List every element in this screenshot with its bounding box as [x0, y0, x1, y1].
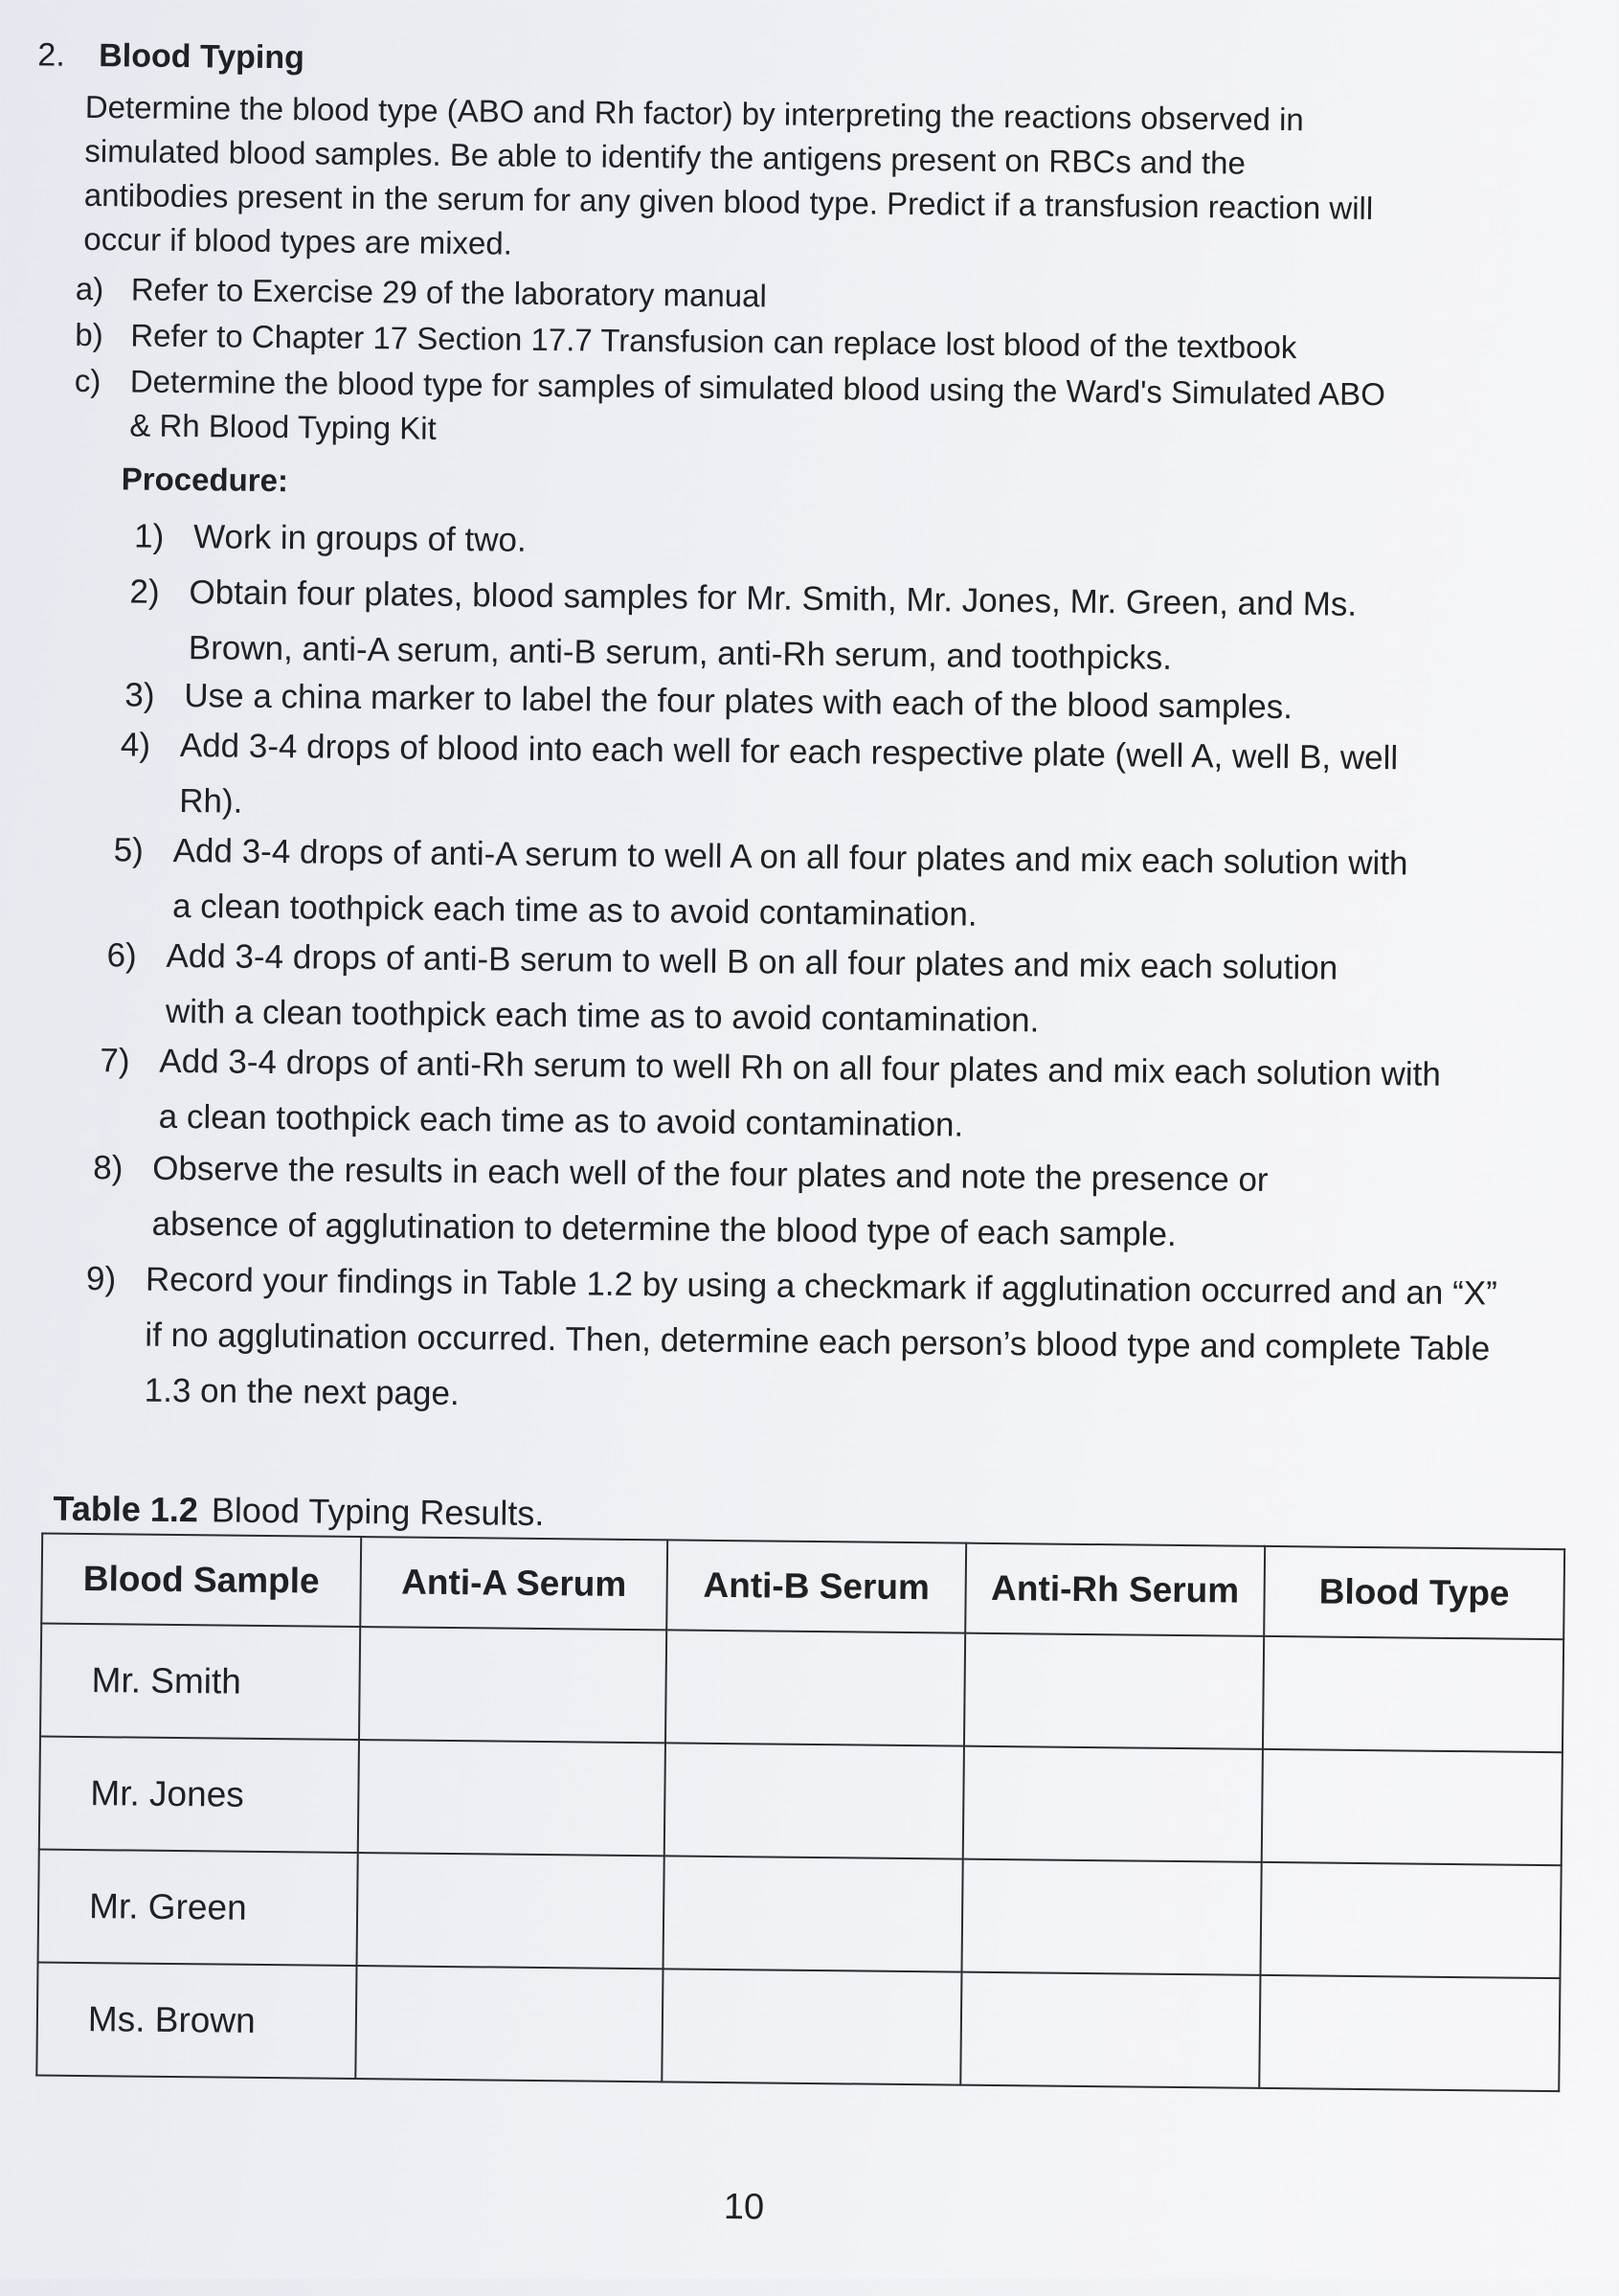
table-caption: [53, 1489, 544, 1534]
procedure-step: [92, 1140, 1472, 1266]
blood-type-cell[interactable]: [1260, 1862, 1561, 1978]
subitem-text: Refer to Chapter 17 Section 17.7 Transfusion can replace lost blood of the textbook: [130, 317, 1297, 366]
anti-a-cell[interactable]: [357, 1853, 664, 1969]
table-row: [39, 1737, 1563, 1866]
step-text: Add 3-4 drops of anti-B serum to well B on all four plates and mix each solution with a clean toothpick each time as to avoid contamination.: [165, 936, 1338, 1040]
subitem-label: c): [74, 362, 101, 399]
procedure-title: Procedure:: [121, 461, 289, 499]
step-text: Add 3-4 drops of blood into each well for each respective plate (well A, well B, well Rh).: [179, 727, 1399, 821]
subitem-text: Determine the blood type for samples of simulated blood using the Ward's Simulated ABO & Rh Blood Typing Kit: [129, 363, 1386, 446]
step-number: 9): [85, 1260, 117, 1298]
step-number: 6): [106, 936, 137, 975]
column-header: Blood Type: [1264, 1546, 1564, 1639]
column-header: Anti-Rh Serum: [965, 1543, 1265, 1636]
table-row: [38, 1850, 1562, 1979]
sample-name-cell: Mr. Green: [38, 1850, 358, 1966]
anti-b-cell[interactable]: [664, 1743, 964, 1858]
anti-a-cell[interactable]: [355, 1966, 663, 2082]
blood-typing-results-table: [35, 1533, 1565, 2093]
table-row: [36, 1963, 1560, 2092]
step-text: Add 3-4 drops of anti-A serum to well A on all four plates and mix each solution with a clean toothpick each time as to avoid contamination.: [171, 831, 1408, 934]
anti-b-cell[interactable]: [662, 1969, 961, 2084]
step-text: Obtain four plates, blood samples for Mr. Smith, Mr. Jones, Mr. Green, and Ms. Brown, anti-A serum, anti-B serum, anti-Rh serum, and toothpicks.: [188, 574, 1358, 677]
step-text: Work in groups of two.: [192, 518, 527, 559]
column-header: Blood Sample: [41, 1534, 361, 1627]
section-title: Blood Typing: [99, 37, 305, 77]
table-caption-text: Blood Typing Results.: [211, 1490, 545, 1534]
step-text: Observe the results in each well of the four plates and note the presence or absence of agglutination to determine the blood type of each sample.: [151, 1149, 1269, 1253]
procedure-step: [84, 1251, 1497, 1432]
step-number: 4): [120, 726, 151, 764]
anti-b-cell[interactable]: [665, 1630, 965, 1745]
table-header-row: [41, 1534, 1564, 1640]
sample-name-cell: Mr. Jones: [39, 1737, 359, 1853]
column-header: Anti-B Serum: [666, 1540, 966, 1632]
section-heading: [37, 36, 304, 77]
step-text: Use a china marker to label the four plates with each of the blood samples.: [184, 677, 1293, 727]
subitem-label: b): [75, 316, 103, 353]
anti-a-cell[interactable]: [358, 1740, 665, 1856]
step-number: 8): [93, 1149, 124, 1187]
table-row: [40, 1624, 1563, 1753]
subitem-text: Refer to Exercise 29 of the laboratory manual: [130, 271, 768, 314]
blood-type-cell[interactable]: [1263, 1636, 1563, 1752]
anti-rh-cell[interactable]: [960, 1972, 1260, 2088]
step-text: Record your findings in Table 1.2 by using a checkmark if agglutination occurred and an “X” if no agglutination occurred. Then, determine each person’s blood type and complete Table 1.3 on the next page.: [144, 1260, 1497, 1413]
blood-type-cell[interactable]: [1262, 1749, 1563, 1865]
page-number: 10: [723, 2187, 765, 2228]
subitem-c: [74, 359, 1415, 461]
anti-rh-cell[interactable]: [963, 1746, 1263, 1862]
step-number: 7): [100, 1042, 130, 1080]
column-header: Anti-A Serum: [360, 1537, 667, 1630]
table-caption-label: Table 1.2: [53, 1488, 199, 1530]
step-number: 5): [113, 831, 145, 869]
sample-name-cell: Mr. Smith: [40, 1624, 360, 1740]
sample-name-cell: Ms. Brown: [36, 1963, 356, 2079]
subitem-label: a): [75, 270, 104, 307]
anti-b-cell[interactable]: [663, 1856, 963, 1971]
anti-rh-cell[interactable]: [961, 1859, 1261, 1975]
step-text: Add 3-4 drops of anti-Rh serum to well Rh on all four plates and mix each solution with a clean toothpick each time as to avoid contamination.: [158, 1042, 1442, 1144]
section-number: 2.: [37, 36, 65, 74]
blood-type-cell[interactable]: [1259, 1975, 1560, 2091]
section-intro: Determine the blood type (ABO and Rh factor) by interpreting the reactions observed in simulated blood samples. Be able to identify the antigens present on RBCs and the antibodies present in the serum for any given blood type. Predict if a transfusion reaction will occur if blood types are mixed.: [83, 88, 1374, 261]
anti-a-cell[interactable]: [359, 1627, 666, 1743]
anti-rh-cell[interactable]: [964, 1633, 1264, 1749]
step-number: 1): [133, 517, 165, 555]
step-number: 3): [124, 676, 155, 714]
step-number: 2): [129, 573, 160, 611]
procedure-step: [99, 1033, 1478, 1159]
